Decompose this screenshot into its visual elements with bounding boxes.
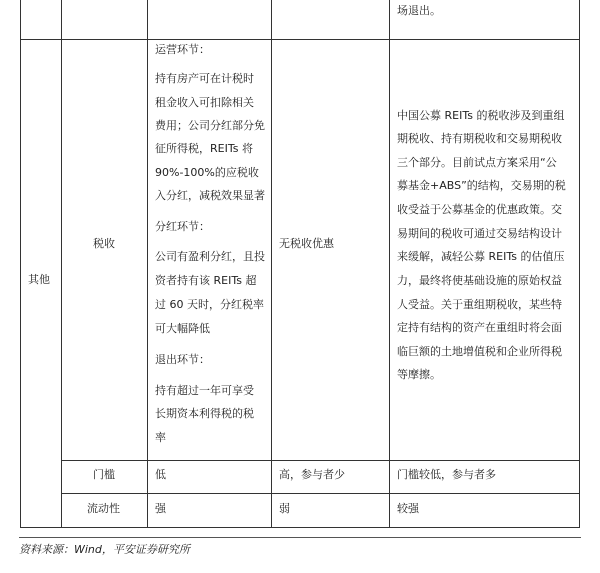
liquidity-col2-text: 强: [155, 502, 166, 515]
liquidity-col3-text: 弱: [279, 502, 290, 515]
tax-col4-line: 三个部分。目前试点方案采用“公: [397, 156, 557, 169]
threshold-col3-text: 高，参与者少: [279, 468, 345, 481]
tax-col2-line: 入分红，减税效果显著: [155, 189, 265, 202]
row-label-tax: 税收: [93, 237, 115, 250]
table-rule-bottom: [20, 527, 580, 528]
tax-col2-line: 运营环节：: [155, 43, 210, 56]
tax-col3-text: 无税收优惠: [279, 237, 334, 250]
row-label-threshold: 门槛: [93, 468, 115, 481]
source-divider: [19, 537, 581, 538]
tax-col2-line: 90%-100%的应税收: [155, 166, 259, 179]
tax-col4-line: 期税收、持有期税收和交易期税收: [397, 132, 562, 145]
tax-col4-line: 募基金+ABS”的结构，交易期的税: [397, 179, 566, 192]
tax-col4-line: 人受益。关于重组期税收，某些特: [397, 298, 562, 311]
table-border-left: [20, 0, 21, 528]
tax-col4-line: 收受益于公募基金的优惠政策。交: [397, 203, 562, 216]
tax-col4-line: 等摩擦。: [397, 368, 441, 381]
tax-col2-line: 长期资本利得税的税: [155, 407, 254, 420]
tax-col2-line: 率: [155, 431, 166, 444]
table-border-right: [579, 0, 580, 528]
tax-col4-line: 中国公募 REITs 的税收涉及到重组: [397, 109, 565, 122]
tax-col2-line: 资者持有该 REITs 超: [155, 274, 257, 287]
tax-col4-line: 定持有结构的资产在重组时将会面: [397, 321, 562, 334]
tax-col2-line: 过 60 天时，分红税率: [155, 298, 264, 311]
tax-col2-line: 征所得税，REITs 将: [155, 142, 253, 155]
threshold-col4-text: 门槛较低，参与者多: [397, 468, 496, 481]
tax-col2-line: 持有超过一年可享受: [155, 384, 254, 397]
table-rule-top-section: [20, 39, 580, 40]
table-col-divider-1: [61, 0, 62, 528]
tax-col2-line: 费用；公司分红部分免: [155, 119, 265, 132]
top-row-col4-text: 场退出。: [397, 4, 441, 17]
source-note: 资料来源：Wind，平安证券研究所: [19, 543, 190, 556]
table-rule-tax-bottom: [61, 460, 580, 461]
threshold-col2-text: 低: [155, 468, 166, 481]
tax-col2-line: 租金收入可扣除相关: [155, 96, 254, 109]
tax-col2-line: 可大幅降低: [155, 322, 210, 335]
tax-col4-line: 力，最终将使基础设施的原始权益: [397, 274, 562, 287]
table-rule-threshold-bottom: [61, 493, 580, 494]
table-col-divider-3: [271, 0, 272, 528]
section-label: 其他: [28, 273, 50, 286]
tax-col4-line: 临巨额的土地增值税和企业所得税: [397, 345, 562, 358]
tax-col2-line: 持有房产可在计税时: [155, 72, 254, 85]
tax-col4-line: 易期间的税收可通过交易结构设计: [397, 227, 562, 240]
row-label-liquidity: 流动性: [87, 502, 120, 515]
tax-col2-line: 公司有盈利分红，且投: [155, 250, 265, 263]
table-col-divider-2: [147, 0, 148, 528]
tax-col4-line: 来缓解，减轻公募 REITs 的估值压: [397, 250, 565, 263]
liquidity-col4-text: 较强: [397, 502, 419, 515]
table-col-divider-4: [389, 0, 390, 528]
tax-col2-line: 分红环节：: [155, 220, 210, 233]
tax-col2-line: 退出环节：: [155, 353, 210, 366]
